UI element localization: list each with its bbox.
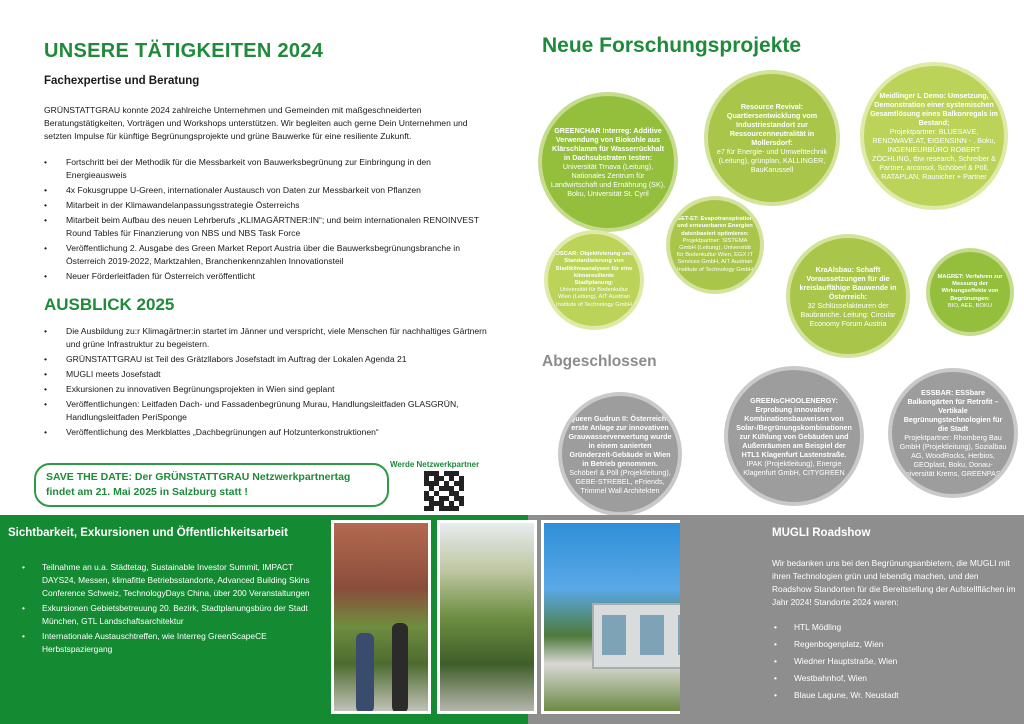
activities-intro: GRÜNSTATTGRAU konnte 2024 zahlreiche Unternehmen und Gemeinden mit maßgeschneiderten Beratungstätigkeiten, Vorträgen und Workshops unterstützen. Wir begleiten auch gerne Dein Unternehmen und setzten Impulse für künftige Begrünungsprojekte und grüne Bauwerke für eine resiliente Zukunft. xyxy=(44,105,468,141)
visitor-figure xyxy=(356,633,374,713)
project-head: GREENsCHOOLENERGY: Erprobung innovativer Kombinationsbauweisen von Solar-/Begrünungskombinationen zur Kühlung von Gebäuden und Außenräumen am Beispiel der HTL1 Klagenfurt Lastenstraße. xyxy=(736,395,852,459)
project-circle-greenschoolenergy xyxy=(728,370,860,502)
qr-code-icon[interactable] xyxy=(424,471,464,511)
project-head: KraAlsbau: Schafft Voraussetzungen für die kreislauffähige Bauwende in Österreich: xyxy=(799,264,897,301)
list-item: • Fortschritt bei der Methodik für die Messbarkeit von Bauwerksbegrünung zur Einbringung in den Energieausweis xyxy=(44,156,492,182)
list-item: • Mitarbeit beim Aufbau des neuen Lehrberufs „KLIMAGÄRTNER:IN“; und beim internationalen RENOINVEST Round Tables für Finanzierung von NBS und NBS Task Force xyxy=(44,214,492,240)
list-item: • Internationale Austauschtreffen, wie Interreg GreenScapeCE Herbstspaziergang xyxy=(8,630,318,656)
visibility-list xyxy=(8,561,318,656)
project-body: Projektpartner: BLUESAVE, RENOWAVE.AT, EIGENSINN - , Boku, INGENIEURBÜRO ROBERT ZÖCHLING, tbw research, Schreiber & Partner, arconsol, Schöberl & Pöll, RATAPLAN, Raunicher + Partner xyxy=(872,127,996,181)
project-body: Schöberl & Pöll (Projektleitung), GEBE-STREBEL, eFriends, Trimmel Wall Architekten xyxy=(569,467,671,495)
project-head: GREENCHAR Interreg: Additive Verwendung von Biokohle aus Klärschlamm für Wasserrückhalt in Dachsubstraten testen: xyxy=(552,126,664,162)
mugli-title: MUGLI Roadshow xyxy=(772,527,871,539)
project-circle-essbar xyxy=(892,372,1014,494)
list-item: • Westbahnhof, Wien xyxy=(772,672,1012,685)
list-item: • Regenbogenplatz, Wien xyxy=(772,638,1012,651)
project-head: MAGRET: Verfahren zur Messung der Wirkungseffekte von Begrünungen: xyxy=(937,273,1003,302)
list-item: • MUGLI meets Josefstadt xyxy=(44,368,492,381)
project-circle-oscar xyxy=(548,234,640,326)
outlook-list xyxy=(44,325,492,439)
mugli-locations xyxy=(772,621,1012,702)
mugli-panel xyxy=(680,515,1024,724)
activities-section xyxy=(0,0,512,515)
qr-label: Werde Netzwerkpartner xyxy=(390,460,480,469)
project-body: e7 für Energie- und Umwelttechnik (Leitung), grünplan, KALLINGER, BauKarussell xyxy=(716,147,828,174)
list-item: • Wiedner Hauptstraße, Wien xyxy=(772,655,1012,668)
project-body: BIO, AEE, BOKU xyxy=(947,302,993,309)
project-circle-greenchar xyxy=(542,96,674,228)
photo-green-wall-courtyard xyxy=(437,520,537,714)
activities-subtitle: Fachexpertise und Beratung xyxy=(44,75,200,87)
project-head: Queen Gudrun II: Österreichs erste Anlage zur innovativen Grauwasserverwertung wurde in einem sanierten Gründerzeit-Gebäude in Wien in Betrieb genommen. xyxy=(568,413,672,468)
project-head: OSCAR: Objektivierung und Standardisierung von Stadtklimaanalysen für eine klimaresiliente Stadtplanung: xyxy=(555,251,633,286)
project-body: Projektpartner: SISTEMA GmbH (Leitung), Universität für Bodenkultur Wien, EGX IT Services GmbH, AIT Austrian Institute of Technology GmbH xyxy=(676,237,754,273)
list-item: • HTL Mödling xyxy=(772,621,1012,634)
list-item: • Neuer Förderleitfaden für Österreich veröffentlicht xyxy=(44,270,492,283)
list-item: • Exkursionen zu innovativen Begrünungsprojekten in Wien sind geplant xyxy=(44,383,492,396)
activities-title: UNSERE TÄTIGKEITEN 2024 xyxy=(44,40,324,62)
project-body: Universität für Bodenkultur Wien (Leitung), AIT Austrian Institute of Technology GmbH xyxy=(556,287,632,308)
photo-green-facade-visitors xyxy=(331,520,431,714)
project-head: GET-ET: Evapotranspiration und erneuerbaren Energien datenbasiert optimieren: xyxy=(676,216,754,237)
project-head: ESSBAR: ESSbare Balkongärten für Retrofit – Vertikale Begrünungstechnologien für die Stadt xyxy=(903,388,1003,433)
list-item: • GRÜNSTATTGRAU ist Teil des Grätzllabors Josefstadt im Auftrag der Lokalen Agenda 21 xyxy=(44,353,492,366)
list-item: • Teilnahme an u.a. Städtetag, Sustainable Investor Summit, IMPACT DAYS24, Messen, klimafitte Betriebsstandorte, Advanced Building Skins Conference Schweiz, TechnologyDays China, über 200 Veranstaltungen xyxy=(8,561,318,600)
project-head: Resource Revival: Quartiersentwicklung vom Industriestandort zur Ressourcenneutralität in Mollersdorf: xyxy=(726,102,818,147)
list-item: • Veröffentlichung 2. Ausgabe des Green Market Report Austria über die Bauwerksbegrünungsbranche in Österreich 2019-2022, Marktzahlen, Branchenkennzahlen Innovationsteil xyxy=(44,242,492,268)
project-circle-magret xyxy=(930,252,1010,332)
list-item: • 4x Fokusgruppe U-Green, internationaler Austausch von Daten zur Messbarkeit von Pflanzen xyxy=(44,184,492,197)
project-head: Meidlinger L Demo: Umsetzung, Demonstration einer systemischen Gesamtlösung eines Balkonregals im Bestand; xyxy=(870,91,998,127)
list-item: • Die Ausbildung zu:r Klimagärtner:in startet im Jänner und verspricht, viele Menschen für nachhaltiges Gärtnern und grüne Infrastruktur zu begeistern. xyxy=(44,325,492,351)
project-body: Projektpartner: Rhomberg Bau GmbH (Projektleitung), Sozialbau AG, WoodRocks, Herbios, GEOplast, Boku, Donau-Universität Krems, GREENPASS xyxy=(899,433,1007,478)
mugli-text: Wir bedanken uns bei den Begrünungsanbietern, die MUGLI mit ihren Technologien grün und lebendig machen, und den Roadshow Standorten für die Bereitstellung der Aufstellflächen im Jahr 2024! Standorte 2024 waren: xyxy=(772,558,1016,607)
project-circle-queen-gudrun xyxy=(562,396,678,512)
list-item: • Veröffentlichungen: Leitfaden Dach- und Fassadenbegrünung Murau, Handlungsleitfaden GLASGRÜN, Handlungsleitfaden PeriSponge xyxy=(44,398,492,424)
research-title: Neue Forschungsprojekte xyxy=(542,34,802,57)
save-the-date-box: SAVE THE DATE: Der GRÜNSTATTGRAU Netzwerkpartnertag findet am 21. Mai 2025 in Salzburg statt ! xyxy=(34,463,389,507)
list-item: • Mitarbeit in der Klimawandelanpassungsstrategie Österreichs xyxy=(44,199,492,212)
activities-list xyxy=(44,156,492,283)
project-circle-resource-revival xyxy=(708,74,836,202)
completed-title: Abgeschlossen xyxy=(542,353,657,370)
list-item: • Blaue Lagune, Wr. Neustadt xyxy=(772,689,1012,702)
list-item: • Veröffentlichung des Merkblattes „Dachbegrünungen auf Holzunterkonstruktionen“ xyxy=(44,426,492,439)
project-body: IPAK (Projektleitung), Energie Klagenfurt GmbH, CITYGREEN xyxy=(743,458,845,477)
project-circle-kraalsbau xyxy=(790,238,906,354)
list-item: • Exkursionen Gebietsbetreuung 20. Bezirk, Stadtplanungsbüro der Stadt München, GTL Landschaftsarchitektur xyxy=(8,602,318,628)
project-body: 32 Schlüsselakteuren der Baubranche. Leitung: Circular Economy Forum Austria xyxy=(800,300,896,328)
project-body: Universität Trnava (Leitung), Nationales Zentrum für Landwirtschaft und Ernährung (SK), Boku, Universität St. Cyril xyxy=(550,162,666,198)
visibility-title: Sichtbarkeit, Exkursionen und Öffentlichkeitsarbeit xyxy=(8,527,288,539)
outlook-title: AUSBLICK 2025 xyxy=(44,295,175,314)
project-circle-meidlinger xyxy=(864,66,1004,206)
visitor-figure xyxy=(392,623,408,713)
research-section xyxy=(512,0,1024,515)
visibility-panel xyxy=(0,515,328,724)
project-circle-get-et xyxy=(670,200,760,290)
